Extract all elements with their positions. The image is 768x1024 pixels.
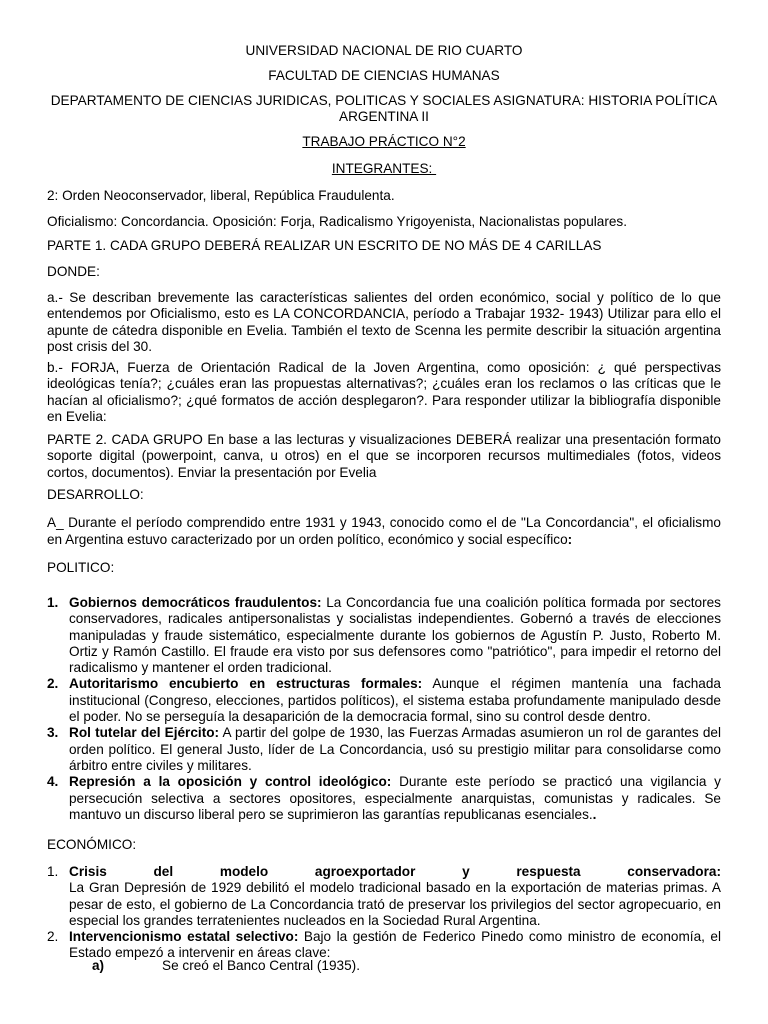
- item-a-paragraph: a.- Se describan brevemente las características salientes del orden económico, social y político de lo que entendemos por Oficialismo, esto es LA CONCORDANCIA, período a Trabajar 1932- 1943) Utilizar para ello el apunte de cátedra disponible en Evelia. También el texto de Scenna les permite describir la situación argentina post crisis del 30.: [47, 290, 721, 354]
- assignment-title-wrap: [47, 134, 721, 150]
- members-label: INTEGRANTES:: [331, 161, 437, 176]
- list-item-text: Durante este período se practicó una vigilancia y persecución selectiva a sectores opositores, especialmente anarquistas, comunistas y radicales. Se mantuvo un discurso liberal pero se suprimieron las garantías republicanas esenciales.: [69, 774, 721, 822]
- list-number: 1.: [47, 864, 59, 879]
- list-item-text: Bajo la gestión de Federico Pinedo como ministro de economía, el Estado empezó a intervenir en áreas clave:: [69, 929, 721, 961]
- section-a-text: A_ Durante el período comprendido entre 1931 y 1943, conocido como el de "La Concordancia", el oficialismo en Argentina estuvo caracterizado por un orden político, económico y social específico: [47, 515, 721, 547]
- list-item: [47, 676, 721, 725]
- list-item-text: A partir del golpe de 1930, las Fuerzas Armadas asumieron un rol de garantes del orden político. El general Justo, líder de La Concordancia, usó su prestigio militar para consolidarse como árbitro entre civiles y militares.: [69, 725, 721, 773]
- part2-paragraph: PARTE 2. CADA GRUPO En base a las lecturas y visualizaciones DEBERÁ realizar una presentación formato soporte digital (powerpoint, canva, u otros) en el que se incorporen recursos multimediales (fotos, videos cortos, documentos). Enviar la presentación por Evelia: [47, 432, 721, 480]
- list-item-text: La Concordancia fue una coalición política formada por sectores conservadores, radicales antipersonalistas y socialistas independientes. Gobernó a través de elecciones manipuladas y fraude sistemático, especialmente durante los gobiernos de Agustín P. Justo, Roberto M. Ortiz y Ramón Castillo. El fraude era visto por sus defensores como "patriótico", para impedir el retorno del radicalismo y mantener el orden tradicional.: [69, 595, 721, 676]
- list-item: [47, 929, 721, 962]
- politico-list: [47, 595, 721, 823]
- list-item-period: .: [592, 806, 597, 822]
- sub-item-label: a): [92, 958, 105, 973]
- list-item-title: Crisis del modelo agroexportador y respuesta conservadora:: [69, 864, 721, 879]
- list-item-title: Gobiernos democráticos fraudulentos:: [69, 595, 322, 610]
- list-number: 2.: [47, 676, 59, 692]
- desarrollo-label: DESARROLLO:: [47, 487, 144, 502]
- list-item-text: Aunque el régimen mantenía una fachada institucional (Congreso, elecciones, partidos políticos), el sistema estaba profundamente manipulado desde el poder. No se perseguía la desaparición de la democracia formal, sino su control desde dentro.: [69, 676, 721, 725]
- economico-list: [47, 864, 721, 962]
- list-number: 4.: [47, 774, 59, 790]
- members-label-wrap: [47, 161, 721, 177]
- list-item-title: Rol tutelar del Ejército:: [69, 725, 220, 741]
- list-item: [47, 595, 721, 676]
- faculty-name: FACULTAD DE CIENCIAS HUMANAS: [268, 68, 500, 83]
- section-a-colon: :: [567, 532, 573, 547]
- sub-item: [92, 958, 360, 974]
- list-item-title: Autoritarismo encubierto en estructuras formales:: [69, 676, 423, 692]
- list-item: [47, 864, 721, 929]
- economico-heading: ECONÓMICO:: [47, 837, 137, 852]
- list-item-title: Represión a la oposición y control ideológico:: [69, 774, 392, 790]
- topic-line: 2: Orden Neoconservador, liberal, República Fraudulenta.: [47, 188, 395, 203]
- assignment-title: TRABAJO PRÁCTICO N°2: [302, 134, 466, 149]
- list-item-text: La Gran Depresión de 1929 debilitó el modelo tradicional basado en la exportación de materias primas. A pesar de esto, el gobierno de La Concordancia trató de preservar los privilegios del sector agropecuario, en especial los grandes terratenientes nucleados en la Sociedad Rural Argentina.: [69, 880, 721, 928]
- university-name: UNIVERSIDAD NACIONAL DE RIO CUARTO: [245, 43, 523, 58]
- list-number: 2.: [47, 929, 59, 945]
- list-item: [47, 774, 721, 823]
- list-number: 1.: [47, 595, 59, 610]
- part1-heading: PARTE 1. CADA GRUPO DEBERÁ REALIZAR UN ESCRITO DE NO MÁS DE 4 CARILLAS: [47, 238, 602, 253]
- sub-item-text: Se creó el Banco Central (1935).: [162, 958, 360, 973]
- list-item-title: Intervencionismo estatal selectivo:: [69, 929, 299, 945]
- list-number: 3.: [47, 725, 59, 741]
- department-name: DEPARTAMENTO DE CIENCIAS JURIDICAS, POLITICAS Y SOCIALES ASIGNATURA: HISTORIA POLÍTICA ARGENTINA II: [50, 93, 718, 125]
- politico-heading: POLITICO:: [47, 560, 115, 575]
- item-b-paragraph: b.- FORJA, Fuerza de Orientación Radical de la Joven Argentina, como oposición: ¿ qué perspectivas ideológicas tenía?; ¿cuáles eran las propuestas alternativas?; ¿cuáles eran los reclamos o las críticas que le hacían al oficialismo?; ¿qué formatos de acción desplegaron?. Para responder utilizar la bibliografía disponible en Evelia:: [47, 360, 721, 424]
- list-item: [47, 725, 721, 774]
- donde-label: DONDE:: [47, 264, 100, 279]
- section-a-paragraph: [47, 514, 721, 548]
- actors-line: Oficialismo: Concordancia. Oposición: Forja, Radicalismo Yrigoyenista, Nacionalistas populares.: [47, 214, 628, 229]
